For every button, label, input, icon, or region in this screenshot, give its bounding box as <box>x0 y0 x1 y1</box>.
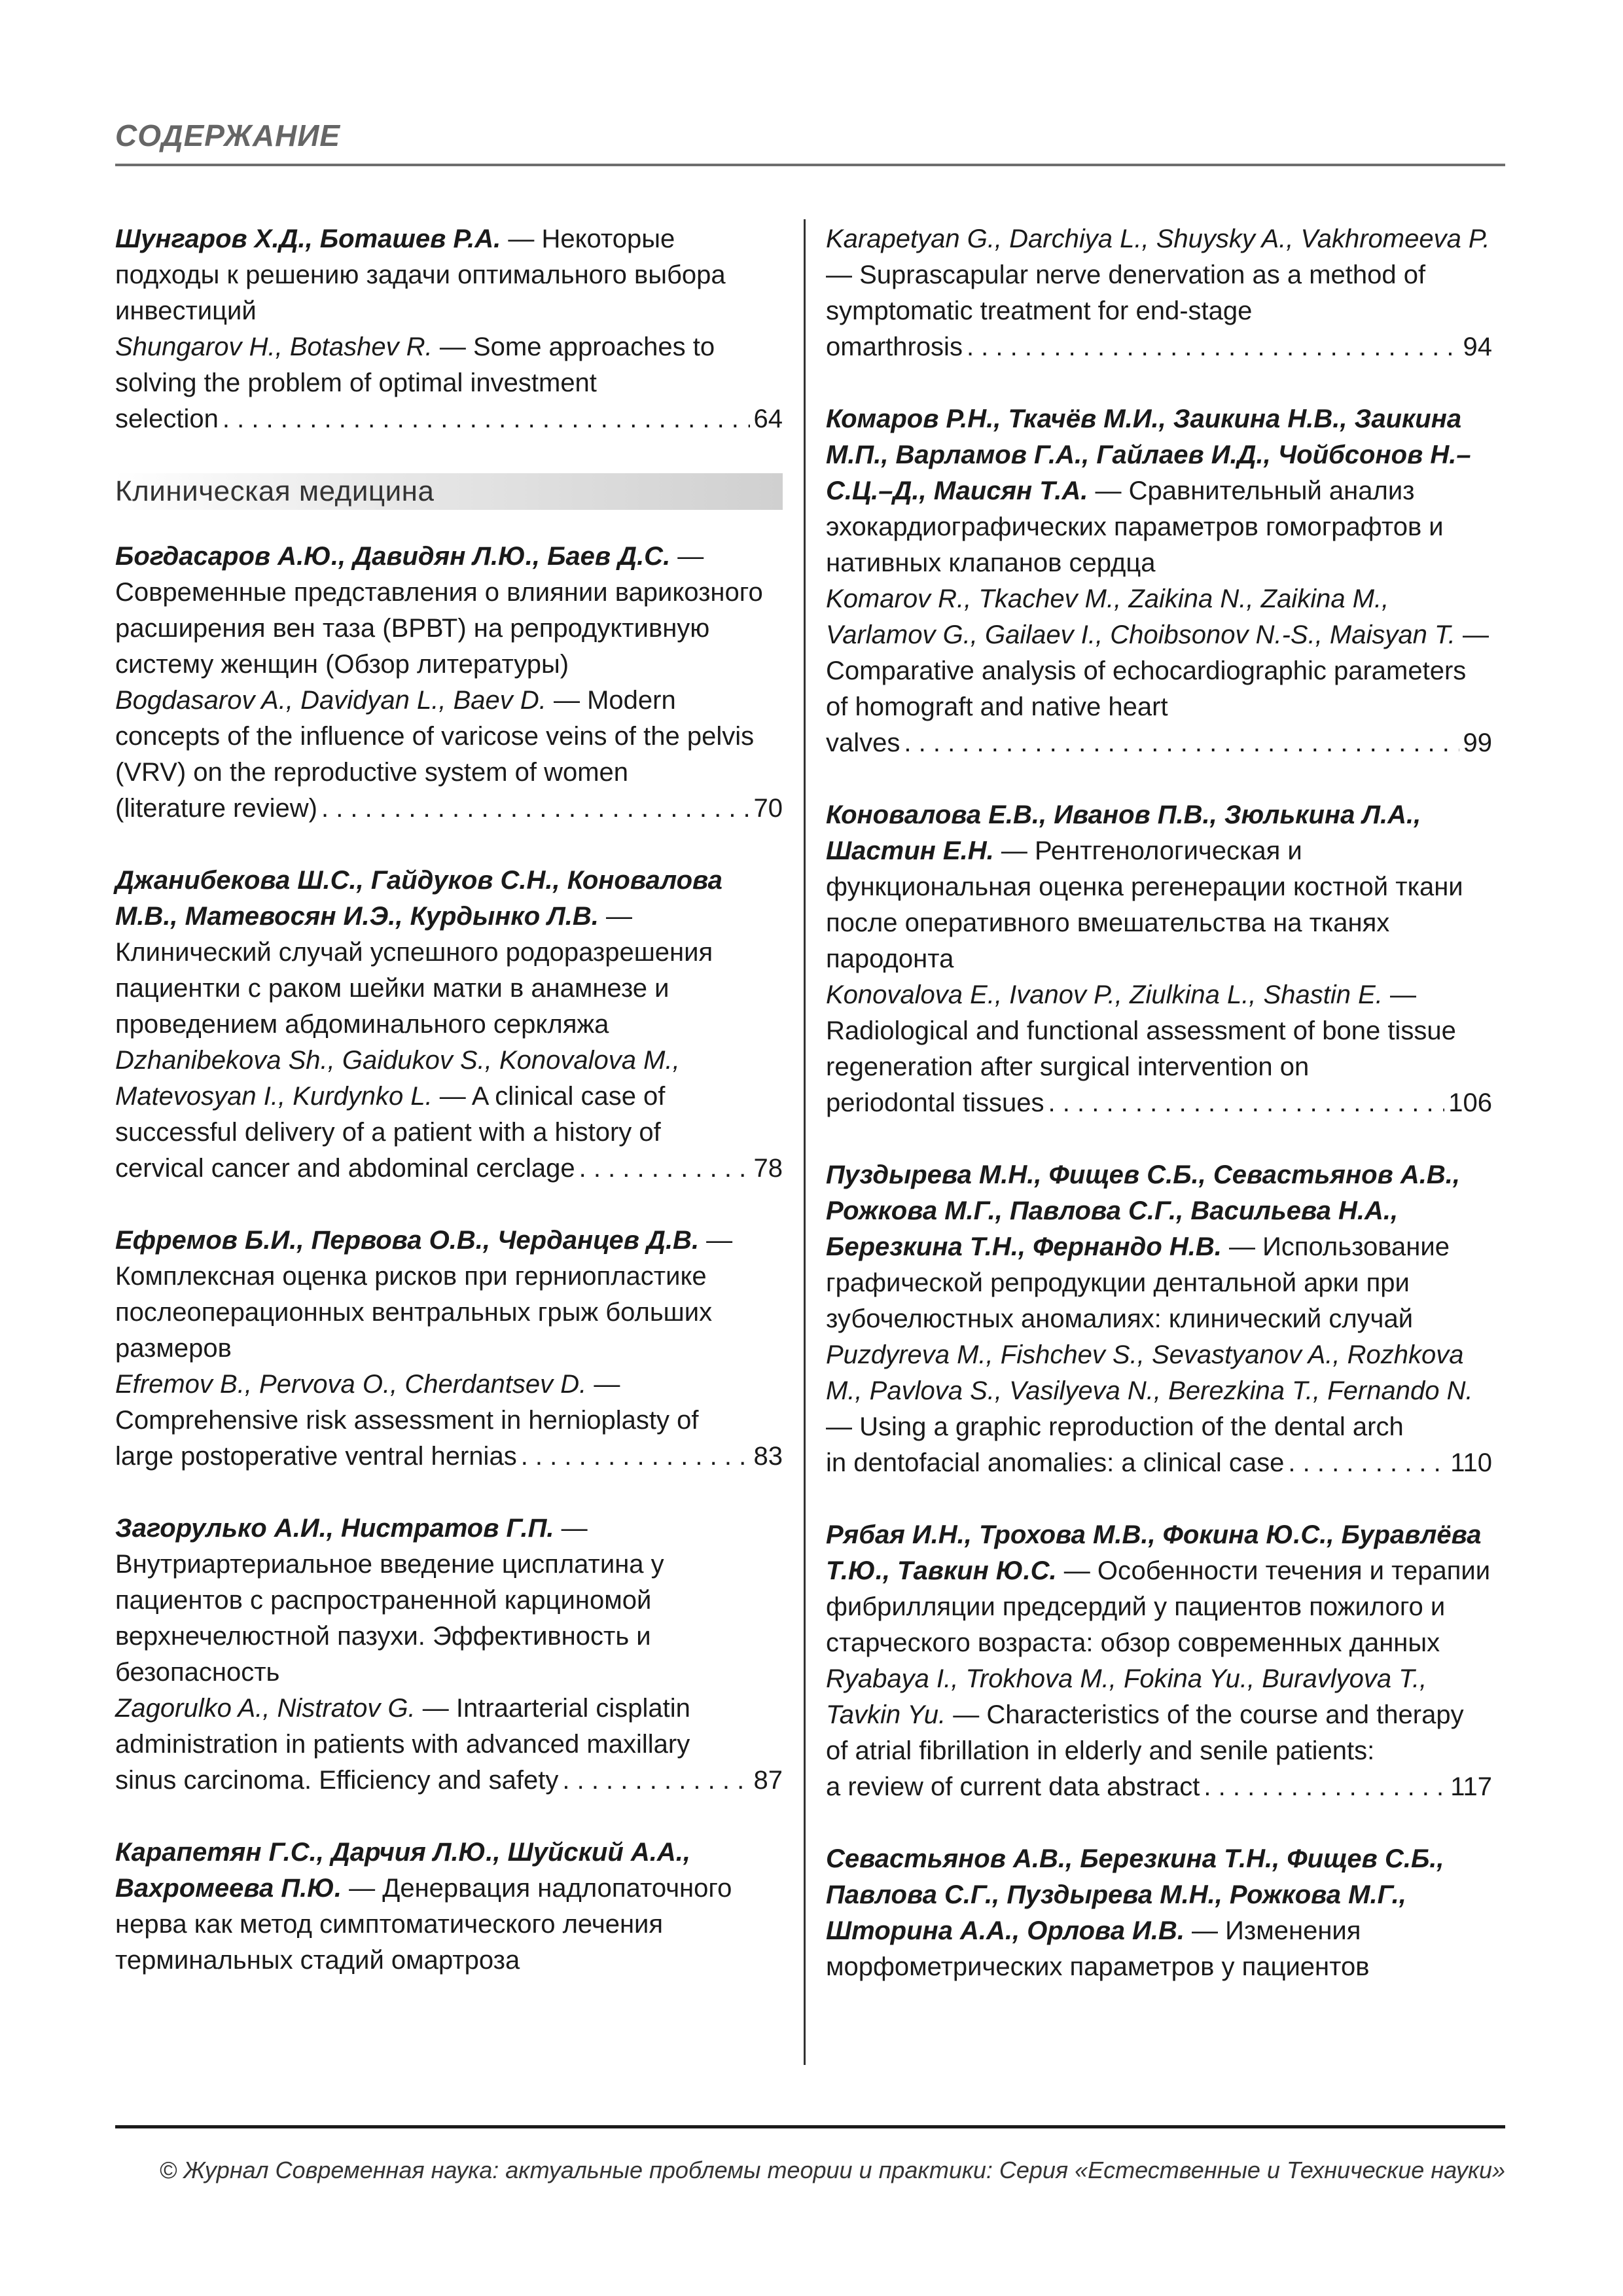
entry-authors-ru: Загорулько А.И., Нистратов Г.П. <box>115 1514 554 1543</box>
entry-title-en: — Modern concepts of the influence of varicose veins of the pelvis (VRV) on the reproductive system of women <box>115 686 755 787</box>
toc-right-column <box>826 221 1492 2021</box>
page-number[interactable]: 117 <box>1450 1772 1492 1801</box>
section-heading: Клиническая медицина <box>115 473 783 510</box>
entry-title-en: — Using a graphic reproduction of the dental arch <box>826 1412 1404 1441</box>
dot-leader <box>579 1151 750 1187</box>
entry-authors-ru: Богдасаров А.Ю., Давидян Л.Ю., Баев Д.С. <box>115 542 671 571</box>
entry-authors-en: Shungarov H., Botashev R. <box>115 332 433 361</box>
entry-authors-en: Bogdasarov A., Davidyan L., Baev D. <box>115 686 546 715</box>
entry-title-en: — A clinical case of successful delivery of a patient with a history of <box>115 1082 666 1147</box>
toc-entry[interactable] <box>115 539 783 827</box>
toc-entry[interactable] <box>826 797 1492 1121</box>
toc-entry[interactable] <box>115 1511 783 1799</box>
entry-title-en: — Comparative analysis of echocardiographic parameters of homograft and native heart <box>826 620 1489 721</box>
entry-title-ru: — Денервация надлопаточного нерва как метод симптоматического лечения терминальных стадий омартроза <box>115 1874 732 1975</box>
entry-title-en: — Suprascapular nerve denervation as a method of symptomatic treatment for end-stage <box>826 260 1426 325</box>
entry-title-ru: — Некоторые подходы к решению задачи оптимального выбора инвестиций <box>115 224 726 325</box>
dot-leader <box>562 1763 749 1799</box>
page-title: СОДЕРЖАНИЕ <box>115 118 341 152</box>
toc-entry[interactable] <box>115 221 783 437</box>
entry-title-en: — Radiological and functional assessment of bone tissue regeneration after surgical intervention on <box>826 980 1456 1081</box>
entry-title-en-end: valves <box>826 728 901 757</box>
entry-title-en-end: (literature review) <box>115 794 317 823</box>
entry-authors-ru: Джанибекова Ш.С., Гайдуков С.Н., Коновалова М.В., Матевосян И.Э., Курдынко Л.В. <box>115 866 722 931</box>
dot-leader <box>1288 1445 1446 1481</box>
header-rule <box>115 164 1505 166</box>
dot-leader <box>904 725 1459 761</box>
page-number[interactable]: 78 <box>753 1154 783 1183</box>
entry-title-en: — Some approaches to solving the problem of optimal investment <box>115 332 715 397</box>
entry-title-en-end: in dentofacial anomalies: a clinical case <box>826 1448 1285 1477</box>
entry-authors-en: Dzhanibekova Sh., Gaidukov S., Konovalova M., Matevosyan I., Kurdynko L. <box>115 1046 680 1111</box>
entry-title-ru: — Современные представления о влиянии варикозного расширения вен таза (ВРВТ) на репродуктивную систему женщин (Обзор литературы) <box>115 542 763 679</box>
toc-entry[interactable] <box>115 863 783 1187</box>
page-number[interactable]: 87 <box>753 1766 783 1795</box>
entry-authors-en: Konovalova E., Ivanov P., Ziulkina L., Shastin E. <box>826 980 1383 1009</box>
toc-left-column <box>115 221 783 2015</box>
entry-authors-ru: Пуздырева М.Н., Фищев С.Б., Севастьянов А.В., Рожкова М.Г., Павлова С.Г., Васильева Н.А., Березкина Т.Н., Фернандо Н.В. <box>826 1160 1460 1261</box>
toc-entry[interactable] <box>115 1223 783 1475</box>
dot-leader <box>1204 1769 1446 1805</box>
entry-authors-en: Zagorulko A., Nistratov G. <box>115 1694 416 1723</box>
entry-title-ru: — Рентгенологическая и функциональная оценка регенерации костной ткани после оперативного вмешательства на тканях пародонта <box>826 836 1463 973</box>
entry-title-en: — Intraarterial cisplatin administration in patients with advanced maxillary <box>115 1694 690 1759</box>
page-number[interactable]: 70 <box>753 794 783 823</box>
entry-title-en-end: periodontal tissues <box>826 1088 1044 1117</box>
entry-authors-ru: Севастьянов А.В., Березкина Т.Н., Фищев С.Б., Павлова С.Г., Пуздырева М.Н., Рожкова М.Г., Шторина А.А., Орлова И.В. <box>826 1844 1444 1945</box>
entry-title-ru: — Клинический случай успешного родоразрешения пациентки с раком шейки матки в анамнезе и проведением абдоминального серкляжа <box>115 902 713 1039</box>
entry-title-en-end: selection <box>115 404 219 433</box>
entry-title-en: — Comprehensive risk assessment in hernioplasty of <box>115 1370 699 1435</box>
entry-authors-en: Karapetyan G., Darchiya L., Shuysky A., Vakhromeeva P. <box>826 224 1490 253</box>
dot-leader <box>967 329 1459 365</box>
page-number[interactable]: 99 <box>1463 728 1492 757</box>
entry-title-en-end: sinus carcinoma. Efficiency and safety <box>115 1766 559 1795</box>
entry-authors-ru: Ефремов Б.И., Первова О.В., Черданцев Д.В. <box>115 1226 700 1255</box>
entry-title-ru: — Внутриартериальное введение цисплатина у пациентов с распространенной карциномой верхнечелюстной пазухи. Эффективность и безопасность <box>115 1514 664 1687</box>
entry-title-en-end: large postoperative ventral hernias <box>115 1442 517 1471</box>
entry-authors-en: Puzdyreva M., Fishchev S., Sevastyanov A., Rozhkova M., Pavlova S., Vasilyeva N., Berezkina T., Fernando N. <box>826 1340 1473 1405</box>
entry-authors-en: Efremov B., Pervova O., Cherdantsev D. <box>115 1370 587 1399</box>
toc-entry[interactable] <box>826 1157 1492 1481</box>
page-number[interactable]: 106 <box>1448 1088 1492 1117</box>
entry-authors-ru: Комаров Р.Н., Ткачёв М.И., Заикина Н.В., Заикина М.П., Варламов Г.А., Гайлаев И.Д., Чойбсонов Н.–С.Ц.–Д., Маисян Т.А. <box>826 404 1471 505</box>
toc-entry[interactable] <box>826 401 1492 761</box>
column-divider <box>804 219 806 2065</box>
dot-leader <box>1048 1085 1445 1121</box>
dot-leader <box>223 401 750 437</box>
toc-entry[interactable] <box>826 1841 1492 1985</box>
entry-authors-ru: Шунгаров Х.Д., Боташев Р.А. <box>115 224 501 253</box>
page-number[interactable]: 64 <box>753 404 783 433</box>
entry-authors-ru: Коновалова Е.В., Иванов П.В., Зюлькина Л.А., Шастин Е.Н. <box>826 800 1421 865</box>
toc-entry-continued[interactable] <box>826 221 1492 365</box>
page-number[interactable]: 83 <box>753 1442 783 1471</box>
toc-entry[interactable] <box>826 1517 1492 1805</box>
entry-title-ru: — Сравнительный анализ эхокардиографических параметров гомографтов и нативных клапанов сердца <box>826 476 1444 577</box>
entry-title-en-end: cervical cancer and abdominal cerclage <box>115 1154 575 1183</box>
entry-authors-en: Ryabaya I., Trokhova M., Fokina Yu., Buravlyova T., Tavkin Yu. <box>826 1664 1427 1729</box>
footer-copyright: © Журнал Современная наука: актуальные проблемы теории и практики: Серия «Естественные и Технические науки» <box>159 2157 1505 2183</box>
entry-title-en: — Characteristics of the course and therapy of atrial fibrillation in elderly and senile patients: <box>826 1700 1464 1765</box>
dot-leader <box>521 1439 750 1475</box>
entry-authors-ru: Карапетян Г.С., Дарчия Л.Ю., Шуйский А.А., Вахромеева П.Ю. <box>115 1838 691 1903</box>
entry-authors-en: Komarov R., Tkachev M., Zaikina N., Zaikina M., Varlamov G., Gailaev I., Choibsonov N.-S., Maisyan T. <box>826 584 1455 649</box>
entry-title-ru: — Изменения морфометрических параметров у пациентов <box>826 1916 1370 1981</box>
entry-title-ru: — Комплексная оценка рисков при герниопластике послеоперационных вентральных грыж больших размеров <box>115 1226 733 1363</box>
toc-entry[interactable] <box>115 1835 783 1979</box>
entry-title-ru: — Использование графической репродукции дентальной арки при зубочелюстных аномалиях: клинический случай <box>826 1232 1450 1333</box>
entry-title-ru: — Особенности течения и терапии фибрилляции предсердий у пациентов пожилого и старческого возраста: обзор современных данных <box>826 1556 1491 1657</box>
footer-rule <box>115 2125 1505 2128</box>
entry-title-en-end: omarthrosis <box>826 332 963 361</box>
page-number[interactable]: 94 <box>1463 332 1492 361</box>
dot-leader <box>321 791 750 827</box>
entry-authors-ru: Рябая И.Н., Трохова М.В., Фокина Ю.С., Буравлёва Т.Ю., Тавкин Ю.С. <box>826 1520 1482 1585</box>
entry-title-en-end: a review of current data abstract <box>826 1772 1200 1801</box>
page-number[interactable]: 110 <box>1450 1448 1492 1477</box>
